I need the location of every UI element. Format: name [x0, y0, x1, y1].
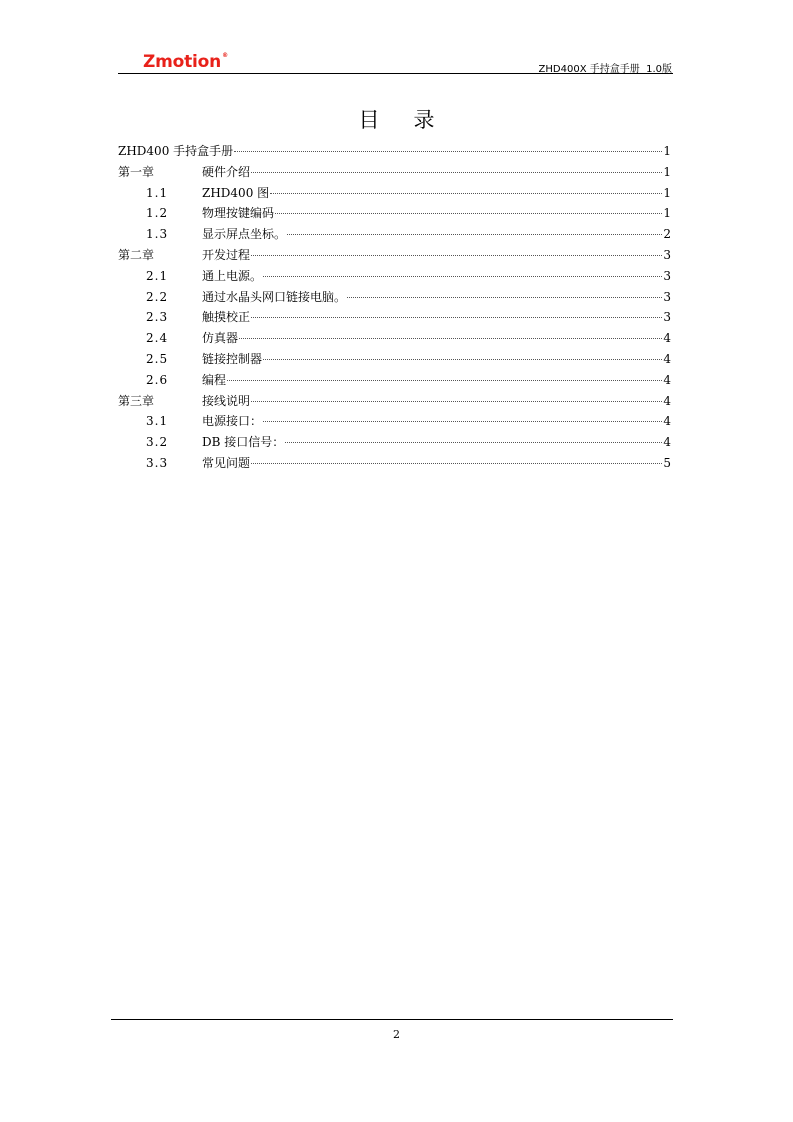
toc-entry-title: 链接控制器 — [202, 351, 263, 366]
toc-entry[interactable] — [118, 224, 671, 245]
toc-entry[interactable] — [118, 287, 671, 308]
toc-dot-leader — [270, 193, 662, 194]
toc-entry-number: 第一章 — [118, 164, 155, 179]
toc-entry[interactable] — [118, 141, 671, 162]
toc-entry-title: 仿真器 — [202, 331, 239, 346]
toc-entry-title: 显示屏点坐标。 — [202, 227, 287, 242]
toc-entry-title: 编程 — [202, 372, 227, 387]
toc-entry[interactable] — [118, 432, 671, 453]
page-number: 2 — [393, 1028, 400, 1041]
toc-entry-title: 常见问题 — [202, 455, 251, 470]
toc-dot-leader — [234, 151, 662, 152]
header-divider — [118, 73, 673, 74]
toc-entry-title: 通过水晶头网口链接电脑。 — [202, 289, 347, 304]
toc-entry-title: 通上电源。 — [202, 268, 263, 283]
toc-entry-page: 4 — [663, 331, 671, 346]
toc-entry-number: 2.4 — [146, 331, 169, 346]
toc-entry-number: 3.1 — [146, 414, 169, 429]
toc-entry-page: 3 — [663, 247, 671, 262]
toc-entry-title: 硬件介绍 — [202, 164, 251, 179]
toc-entry-page: 3 — [663, 268, 671, 283]
toc-entry[interactable] — [118, 349, 671, 370]
toc-dot-leader — [347, 297, 662, 298]
toc-entry-page: 2 — [663, 227, 671, 242]
toc-entry-number: 第二章 — [118, 247, 155, 262]
toc-entry[interactable] — [118, 370, 671, 391]
toc-dot-leader — [239, 338, 662, 339]
toc-dot-leader — [251, 317, 662, 318]
toc-dot-leader — [285, 442, 662, 443]
toc-dot-leader — [287, 234, 662, 235]
toc-dot-leader — [251, 255, 662, 256]
zmotion-logo — [143, 52, 228, 72]
toc-heading: 目录 — [358, 108, 469, 132]
toc-dot-leader — [251, 463, 662, 464]
toc-entry[interactable] — [118, 183, 671, 204]
toc-dot-leader — [263, 276, 662, 277]
toc-entry-number: 3.2 — [146, 435, 169, 450]
toc-entry-title: 电源接口： — [202, 414, 263, 429]
toc-entry-page: 4 — [663, 372, 671, 387]
toc-entry-page: 4 — [663, 435, 671, 450]
toc-entry-number: 2.5 — [146, 351, 169, 366]
table-of-contents — [118, 141, 671, 474]
document-title: ZHD400X 手持盒手册 1.0版 — [538, 64, 672, 75]
toc-entry[interactable] — [118, 328, 671, 349]
toc-entry-title: 触摸校正 — [202, 310, 251, 325]
toc-entry-page: 1 — [663, 164, 671, 179]
toc-dot-leader — [275, 213, 662, 214]
toc-entry-page: 1 — [663, 206, 671, 221]
registered-mark: ® — [222, 52, 228, 59]
toc-entry-title: ZHD400 手持盒手册 — [118, 144, 234, 158]
toc-entry-title: DB 接口信号： — [202, 435, 285, 450]
logo-text: Zmotion — [143, 52, 222, 72]
toc-entry-page: 1 — [663, 144, 671, 158]
toc-entry[interactable] — [118, 307, 671, 328]
toc-entry[interactable] — [118, 245, 671, 266]
toc-entry-page: 5 — [663, 455, 671, 470]
toc-entry-page: 3 — [663, 310, 671, 325]
toc-entry-number: 2.3 — [146, 310, 169, 325]
toc-entry[interactable] — [118, 266, 671, 287]
toc-entry-title: 物理按键编码 — [202, 206, 275, 221]
toc-entry-page: 1 — [663, 185, 671, 200]
toc-dot-leader — [227, 380, 662, 381]
toc-dot-leader — [251, 401, 662, 402]
toc-entry-title: 接线说明 — [202, 393, 251, 408]
toc-entry-number: 3.3 — [146, 455, 169, 470]
toc-dot-leader — [263, 421, 662, 422]
toc-dot-leader — [263, 359, 662, 360]
toc-entry[interactable] — [118, 203, 671, 224]
toc-entry-page: 4 — [663, 351, 671, 366]
toc-entry-number: 2.1 — [146, 268, 169, 283]
toc-entry-page: 4 — [663, 393, 671, 408]
toc-entry-number: 2.2 — [146, 289, 169, 304]
toc-entry-number: 1.3 — [146, 227, 169, 242]
toc-entry-title: 开发过程 — [202, 247, 251, 262]
toc-entry-number: 第三章 — [118, 393, 155, 408]
toc-entry[interactable] — [118, 391, 671, 412]
toc-entry-number: 1.2 — [146, 206, 169, 221]
toc-entry-page: 4 — [663, 414, 671, 429]
toc-entry-title: ZHD400 图 — [202, 185, 270, 200]
toc-entry[interactable] — [118, 411, 671, 432]
toc-entry[interactable] — [118, 162, 671, 183]
toc-entry-number: 1.1 — [146, 185, 169, 200]
toc-entry-number: 2.6 — [146, 372, 169, 387]
toc-dot-leader — [251, 172, 662, 173]
footer-divider — [111, 1019, 673, 1020]
toc-entry[interactable] — [118, 453, 671, 474]
toc-entry-page: 3 — [663, 289, 671, 304]
